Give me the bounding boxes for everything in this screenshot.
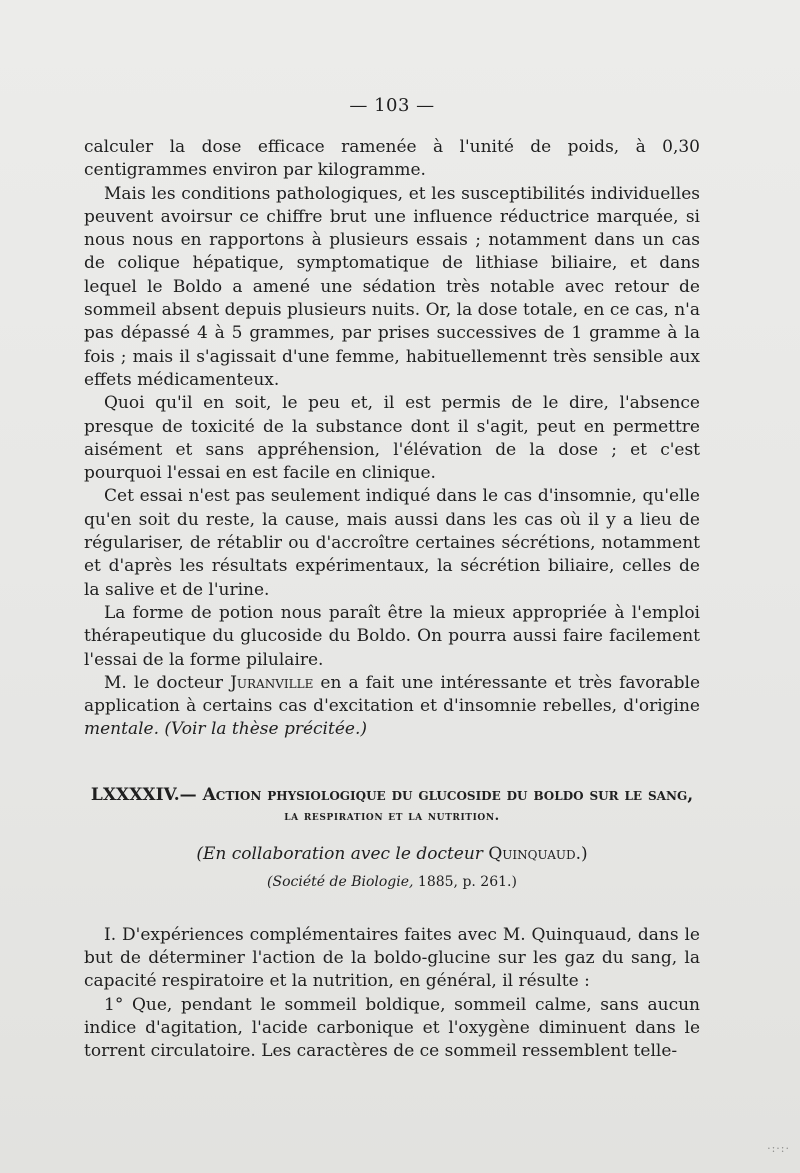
paragraph-point-1: 1° Que, pendant le sommeil boldique, sommeil calme, sans aucun indice d'agitation, l'acide carbonique et l'oxygène diminuent dans le torrent circulatoire. Les caractères de ce sommeil ressemblent telle-	[84, 994, 700, 1062]
corner-print-mark: ·:·:·	[767, 1142, 790, 1155]
body-text-top	[84, 136, 700, 742]
section-heading	[84, 784, 700, 828]
paragraph-1: calculer la dose efficace ramenée à l'unité de poids, à 0,30 centigrammes environ par kilogramme.	[84, 137, 700, 181]
paragraph-roman-i: I. D'expériences complémentaires faites avec M. Quinquaud, dans le but de déterminer l'action de la boldo-glucine sur les gaz du sang, la capacité respiratoire et la nutrition, en général, il résulte :	[84, 924, 700, 992]
collab-suffix: .)	[575, 843, 588, 864]
section-title-1: Action physiologique du glucoside du boldo sur le sang,	[202, 784, 694, 805]
juranville-name: Juranville	[230, 672, 314, 693]
collaboration-note	[84, 844, 700, 864]
juranville-prefix: M. le docteur	[104, 672, 231, 693]
collab-name: Quinquaud	[488, 843, 576, 864]
juranville-italic-end: mentale. (Voir la thèse précitée.)	[84, 719, 367, 740]
source-journal: (Société de Biologie,	[267, 873, 414, 890]
juranville-middle: en a fait une intéressante et très favorable application à certains cas d'excitation et d'insomnie rebelles, d'origine	[84, 672, 701, 717]
source-details: 1885, p. 261.)	[413, 873, 517, 890]
paragraph-4: Cet essai n'est pas seulement indiqué dans le cas d'insomnie, qu'elle qu'en soit du reste, la cause, mais aussi dans les cas où il y a lieu de régulariser, de rétablir ou d'accroître certaines sécrétions, notamment et d'après les résultats expérimentaux, la sécrétion biliaire, celles de la salive et de l'urine.	[84, 486, 700, 600]
section-number: LXXXXIV.—	[90, 784, 197, 805]
section-title-line1	[84, 784, 700, 806]
paragraph-2: Mais les conditions pathologiques, et les susceptibilités individuelles peuvent avoirsur ce chiffre brut une influence réductrice marquée, si nous nous en rapportons à plusieurs essais ; notamment dans un cas de colique hépatique, symptomatique de lithiase biliaire, et dans lequel le Boldo a amené une sédation très notable avec retour de sommeil absent depuis plusieurs nuits. Or, la dose totale, en ce cas, n'a pas dépassé 4 à 5 grammes, par prises successives de 1 gramme à la fois ; mais il s'agissait d'une femme, habituellemennt très sensible aux effets médicamenteux.	[84, 183, 700, 390]
paragraph-juranville	[84, 672, 700, 742]
collab-prefix: (En collaboration avec le docteur	[196, 843, 489, 864]
body-text-bottom	[84, 924, 700, 1064]
source-citation	[84, 874, 700, 890]
section-title-line2: la respiration et la nutrition.	[284, 808, 500, 824]
page-number: — 103 —	[349, 95, 435, 116]
paragraph-3: Quoi qu'il en soit, le peu et, il est permis de le dire, l'absence presque de toxicité de la substance dont il s'agit, peut en permettre aisément et sans appréhension, l'élévation de la dose ; et c'est pourquoi l'essai en est facile en clinique.	[84, 393, 700, 484]
paragraph-5: La forme de potion nous paraît être la mieux appropriée à l'emploi thérapeutique du glucoside du Boldo. On pourra aussi faire facilement l'essai de la forme pilulaire.	[84, 602, 700, 670]
